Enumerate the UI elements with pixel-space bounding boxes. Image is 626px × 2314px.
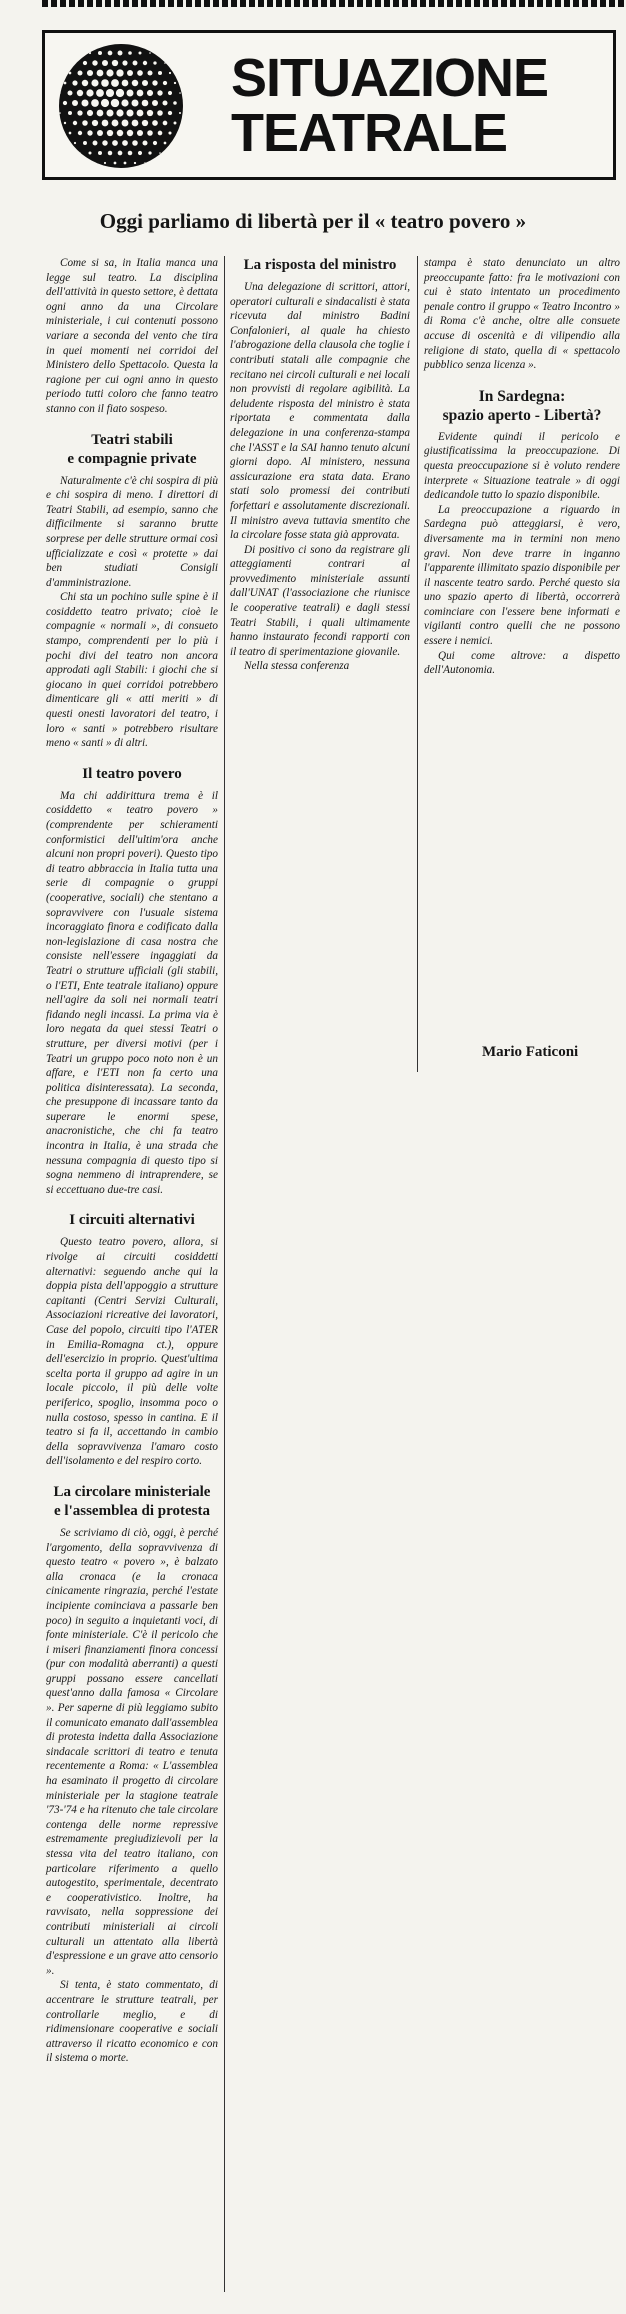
logo-dot <box>122 80 129 87</box>
paragraph: Di positivo ci sono da registrare gli atteggiamenti contrari al provvedimento ministeriale assunti dall'UNAT (l'associazione che riunisce le cooperative teatrali) e dagli stessi Teatri Stabili, i quali ultimamente hanno instaurato fecondi rapporti con il teatro di sperimentazione giovanile. <box>230 543 410 658</box>
logo-dot <box>118 151 123 156</box>
logo-dot <box>89 52 91 54</box>
logo-dot <box>152 120 158 126</box>
logo-dot <box>63 101 67 105</box>
logo-dot <box>116 109 123 116</box>
logo-dot <box>59 92 61 94</box>
logo-dot <box>102 60 108 66</box>
logo-dot <box>83 61 87 65</box>
subheading-line: La circolare ministeriale <box>53 1483 211 1500</box>
logo-dot <box>137 90 144 97</box>
logo-dot <box>64 122 66 124</box>
logo-dot <box>174 82 176 84</box>
logo-dot <box>97 130 103 136</box>
logo-dot <box>143 61 147 65</box>
paragraph: Ma chi addirittura trema è il cosiddetto « teatro povero » (comprendente per schieramenti conformistici dell'ultim'ora anche alcuni non propri poveri). Questo tipo di teatro abbraccia in Italia tutta una serie di compagnie o gruppi (cooperative, sociali) che stentano a sopravvivere con l'usuale sistema incoraggiato finora e codificato dalla non-legislazione di casa nostra che consiste nell'essere ingaggiati da Teatri o strutture ufficiali (gli stabili, o l'ETI, Ente teatrale italiano) oppure nell'agire da soli nei normali teatri fidando negli incassi. La prima via è loro negata da quei stessi Teatri o strutture, per diversi motivi (per i Teatri un gruppo poco noto non è un affare, e l'ETI non fa certo una politica disinteressata). La seconda, che presuppone di incassare tanto da superare le enormi spese, anacronistiche, che chi fa teatro incontra in Italia, è una strada che nessuna compagnia di questo tipo si sogna nemmeno di intraprendere, se si eccettuano due-tre casi. <box>46 789 218 1196</box>
subheading-sardegna <box>424 387 620 425</box>
subheading-risposta-ministro: La risposta del ministro <box>243 257 397 273</box>
logo-dot <box>107 130 113 136</box>
logo-dot <box>92 120 98 126</box>
logo-dot <box>81 99 88 106</box>
article-column-1 <box>46 256 218 2066</box>
logo-dot <box>142 100 149 107</box>
logo-dot <box>78 71 83 76</box>
logo-dot <box>132 140 138 146</box>
logo-dot <box>179 92 181 94</box>
logo-dot <box>74 62 76 64</box>
paragraph: Si tenta, è stato commentato, di accentrare le strutture teatrali, per controllarle meglio, e di ridimensionare cooperative e sociali attraverso il ricatto economico e con il sistema o morte. <box>46 1979 218 2065</box>
subheading-line: In Sardegna: <box>478 387 566 405</box>
logo-dot <box>68 91 73 96</box>
paragraph: Naturalmente c'è chi sospira di più e chi sospira di meno. I direttori di Teatri Stabili, ad esempio, sanno che difficilmente si saranno brutte sorprese per delle strutture ormai così ufficializzate e così « protette » dai ben studiati Consigli d'amministrazione. <box>46 474 218 589</box>
logo-dot <box>179 132 181 134</box>
logo-dot <box>88 151 91 154</box>
logo-dot <box>72 100 78 106</box>
logo-dot <box>106 69 113 76</box>
logo-dot <box>93 141 98 146</box>
logo-dot <box>122 120 129 127</box>
logo-dot <box>157 90 162 95</box>
logo-dot <box>78 131 82 135</box>
logo-dot <box>116 69 123 76</box>
top-print-band <box>42 0 626 7</box>
paragraph: Questo teatro povero, allora, si rivolge ai circuiti cosiddetti alternativi: seguendo anche qui la doppia pista dell'appoggio a strutture capitanti (Centri Servizi Culturali, Associazioni ricreative dei lavoratori, Case del popolo, circuiti tipo l'ATER in Emilia-Romagna ct.), oppure dell'esercizio in proprio. Quest'ultima scelta porta il gruppo ad agire in un locale piccolo, il più delle volte periferico, spoglio, insomma poco o nulla costoso, spesso in cantina. E il teatro si fa il, accettando in cambio della sopravvivenza l'amaro costo dell'isolamento e del respiro corto. <box>46 1236 218 1468</box>
logo-dot <box>164 62 166 64</box>
paragraph: Chi sta un pochino sulle spine è il cosiddetto teatro privato; cioè le compagnie « normali », di consueto stampo, comprendenti per lo più i pochi divi del teatro non ancora approdati agli Stabili: i giochi che si giocano in quei corridoi potrebbero dimenticare gli « atti meriti » di questi onesti lavoratori del teatro, i loro « santi » potrebbero risultare meno « santi » di altri. <box>46 591 218 750</box>
logo-dot <box>142 80 148 86</box>
logo-dot <box>69 132 72 135</box>
logo-dot <box>101 99 109 107</box>
logo-dot <box>77 110 82 115</box>
logo-dot <box>173 101 177 105</box>
author-signature: Mario Faticoni <box>482 1044 579 1060</box>
logo-dot <box>163 121 168 126</box>
logo-dot <box>174 122 177 125</box>
logo-dot <box>111 99 119 107</box>
logo-dot <box>104 162 106 164</box>
logo-dot <box>74 142 76 144</box>
logo-dot <box>69 72 72 75</box>
logo-dot <box>73 121 77 125</box>
logo-dot <box>87 130 92 135</box>
logo-dot <box>149 52 151 54</box>
logo-dot <box>102 120 109 127</box>
logo-dot <box>98 51 102 55</box>
article-headline: Oggi parliamo di libertà per il « teatro povero » <box>99 209 527 233</box>
subheading-teatro-povero: Il teatro povero <box>82 765 182 782</box>
logo-dot <box>97 110 104 117</box>
paragraph: Se scriviamo di ciò, oggi, è perché l'argomento, della sopravvivenza di questo teatro « povero », è balzato alla cronaca (e la cronaca cinicamente ringrazia, perché l'estate incipiente cominciava a passarle ben poco) in seguito a inquietanti voci, di fonte ministeriale. C'è il pericolo che i miseri finanziamenti finora concessi (pur con modalità aberranti) a questi gruppi possano essere cancellati quest'anno dalla famosa « Circolare ». Per saperne di più leggiamo subito il comunicato emanato dall'assemblea di protesta indetta dalla Associazione sindacale scrittori di teatro e tenuta recentemente a Roma: « L'assemblea ha esaminato il progetto di circolare ministeriale per la stagione teatrale '73-'74 e ha ritenuto che tale circolare contenga delle norme repressive estremamente pregiudizievoli per la stessa vita del teatro italiano, con particolare riferimento a quello autogestito, sperimentale, decentrato e cooperativistico. Inoltre, ha ravvisato, nella soppressione dei contributi ministeriali ai circoli culturali un attentato alla libertà d'espressione e un grave atto censorio ». <box>46 1526 218 1977</box>
logo-dot <box>101 79 109 87</box>
logo-dot <box>124 162 127 165</box>
logo-dot <box>134 42 136 44</box>
paragraph: stampa è stato denunciato un altro preoccupante fatto: fra le motivazioni con cui è stato intentato un procedimento penale contro il gruppo « Teatro Incontro » di Roma c'è anche, oltre alle consuete accuse di oscenità e di vilipendio alla religione di stato, quella di « spettacolo pubblico senza licenza ». <box>424 257 620 372</box>
logo-dot <box>117 130 123 136</box>
paragraph: Qui come altrove: a dispetto dell'Autonomia. <box>424 649 620 677</box>
logo-dot <box>114 42 116 44</box>
logo-dot <box>82 80 88 86</box>
logo-dot <box>108 51 113 56</box>
logo-dot <box>158 131 163 136</box>
logo-dot <box>158 71 162 75</box>
logo-dot <box>163 81 167 85</box>
logo-dot <box>138 51 141 54</box>
logo-dot <box>77 90 83 96</box>
logo-dot <box>132 80 138 86</box>
paragraph: Nella stessa conferenza <box>244 660 350 673</box>
logo-dot <box>91 79 98 86</box>
logo-dot <box>96 89 104 97</box>
logo-dot <box>184 102 186 104</box>
logo-dot <box>164 142 167 145</box>
logo-dot <box>114 162 117 165</box>
logo-dot <box>127 90 134 97</box>
logo-dot <box>106 89 114 97</box>
logo-dot <box>127 130 133 136</box>
logo-dot <box>133 61 138 66</box>
subheading-line: e compagnie private <box>67 450 197 467</box>
logo-dot <box>106 109 113 116</box>
masthead-title-line1: SITUAZIONE <box>231 48 549 108</box>
logo-dot <box>179 112 181 114</box>
intro-paragraph: Come si sa, in Italia manca una legge sul teatro. La disciplina dell'attività in questo settore, è dettata ogni anno da una Circolare ministeriale, i cui contenuti possono variare a seconda del vento che tira in quei momenti nei corridoi del Ministero dello Spettacolo. Questa la ragione per cui ogni anno in questo periodo tutti coloro che fanno teatro stanno con il fiato sospeso. <box>46 257 218 415</box>
logo-dot <box>92 60 97 65</box>
logo-dot <box>111 79 119 87</box>
logo-dot <box>102 140 107 145</box>
logo-dot <box>153 61 156 64</box>
logo-dot <box>126 109 133 116</box>
logo-dot <box>79 152 81 154</box>
logo-dot <box>87 70 93 76</box>
logo-dot <box>168 91 172 95</box>
logo-dot <box>137 110 144 117</box>
logo-dot <box>72 80 77 85</box>
logo-dot <box>97 70 104 77</box>
logo-dot <box>144 162 146 164</box>
logo-dot <box>86 89 93 96</box>
logo-dot <box>132 120 139 127</box>
logo-dot <box>138 151 142 155</box>
logo-dot <box>116 89 124 97</box>
subheading-teatri-stabili <box>46 431 218 469</box>
logo-dot <box>127 70 133 76</box>
column-masthead <box>42 30 616 180</box>
article-column-2 <box>230 256 410 674</box>
logo-dot <box>147 110 153 116</box>
logo-dot <box>147 90 153 96</box>
paragraph: La preoccupazione a riguardo in Sardegna può atteggiarsi, è vero, diversamente ma in termini non meno gravi. Non deve trarre in inganno l'apparente illimitato spazio disponibile per il nascente teatro sardo. Perché questo sia uno spazio aperto di libertà, occorrerà cominciare con l'essere bene informati e vigilanti contro quelli che ne possono essere i nemici. <box>424 503 620 648</box>
logo-dot <box>137 130 143 136</box>
logo-dot <box>112 140 118 146</box>
logo-dot <box>122 140 128 146</box>
logo-dot <box>137 70 143 76</box>
logo-dot <box>128 51 132 55</box>
logo-dot <box>91 99 99 107</box>
logo-dot <box>128 151 133 156</box>
logo-dot <box>169 72 171 74</box>
logo-dot <box>68 111 72 115</box>
subheading-line: e l'assemblea di protesta <box>54 1502 210 1519</box>
masthead-title-line2: TEATRALE <box>231 103 507 163</box>
logo-dot <box>59 112 61 114</box>
logo-dot <box>147 70 152 75</box>
logo-dot <box>162 100 167 105</box>
masthead-title <box>231 48 549 163</box>
logo-dot <box>118 51 123 56</box>
dotted-sphere-logo <box>51 39 191 173</box>
paragraph: Evidente quindi il pericolo e giustificatissima la preoccupazione. Di questa preoccupazione si è voluto rendere interprete « Situazione teatrale » di oggi dedicandole tutto lo spazio disponibile. <box>424 430 620 502</box>
logo-dot <box>168 111 172 115</box>
logo-dot <box>159 152 161 154</box>
logo-dot <box>157 110 163 116</box>
logo-dot <box>112 120 119 127</box>
logo-dot <box>142 120 148 126</box>
logo-dot <box>98 151 102 155</box>
logo-dot <box>148 151 151 154</box>
logo-dot <box>124 42 126 44</box>
logo-dot <box>134 162 136 164</box>
logo-dot <box>122 60 127 65</box>
logo-dot <box>104 42 106 44</box>
subheading-line: spazio aperto - Libertà? <box>442 406 602 424</box>
logo-dot <box>121 99 128 106</box>
column-divider-1 <box>224 256 225 2292</box>
logo-dot <box>152 100 158 106</box>
article-column-3 <box>424 256 620 678</box>
subheading-circolare-ministeriale <box>46 1483 218 1521</box>
logo-dot <box>168 131 171 134</box>
paragraph: Una delegazione di scrittori, attori, operatori culturali e sindacalisti è stata ricevuta dal ministro Badini Confalonieri, al quale ha chiesto l'abrogazione della clausola che toglie i contributi statali alle compagnie che recitano nei circoli culturali e nei locali non provvisti di regolare agibilità. La deludente risposta del ministro è stata riportata e commentata dalla delegazione in una conferenza-stampa che l'ASST e la SAI hanno tenuto alcuni giorni dopo. Al ministero, nessuna assicurazione era stata data. Erano stati solo promessi dei contributi forfettari e assolutamente discrezionali. Il ministro aveva tuttavia smentito che la circolare fosse stata già approvata. <box>230 281 410 542</box>
subheading-circuiti-alternativi: I circuiti alternativi <box>69 1212 195 1229</box>
logo-dot <box>108 151 113 156</box>
column-divider-2 <box>417 256 418 1072</box>
logo-dot <box>152 80 157 85</box>
logo-dot <box>64 82 67 85</box>
logo-dot <box>112 60 118 66</box>
logo-dot <box>83 141 87 145</box>
logo-dot <box>153 141 157 145</box>
logo-dot <box>82 120 88 126</box>
logo-dot <box>147 130 153 136</box>
logo-dot <box>142 140 147 145</box>
subheading-line: Teatri stabili <box>91 431 173 448</box>
logo-dot <box>87 110 93 116</box>
logo-dot <box>94 162 96 164</box>
logo-dot <box>132 100 139 107</box>
